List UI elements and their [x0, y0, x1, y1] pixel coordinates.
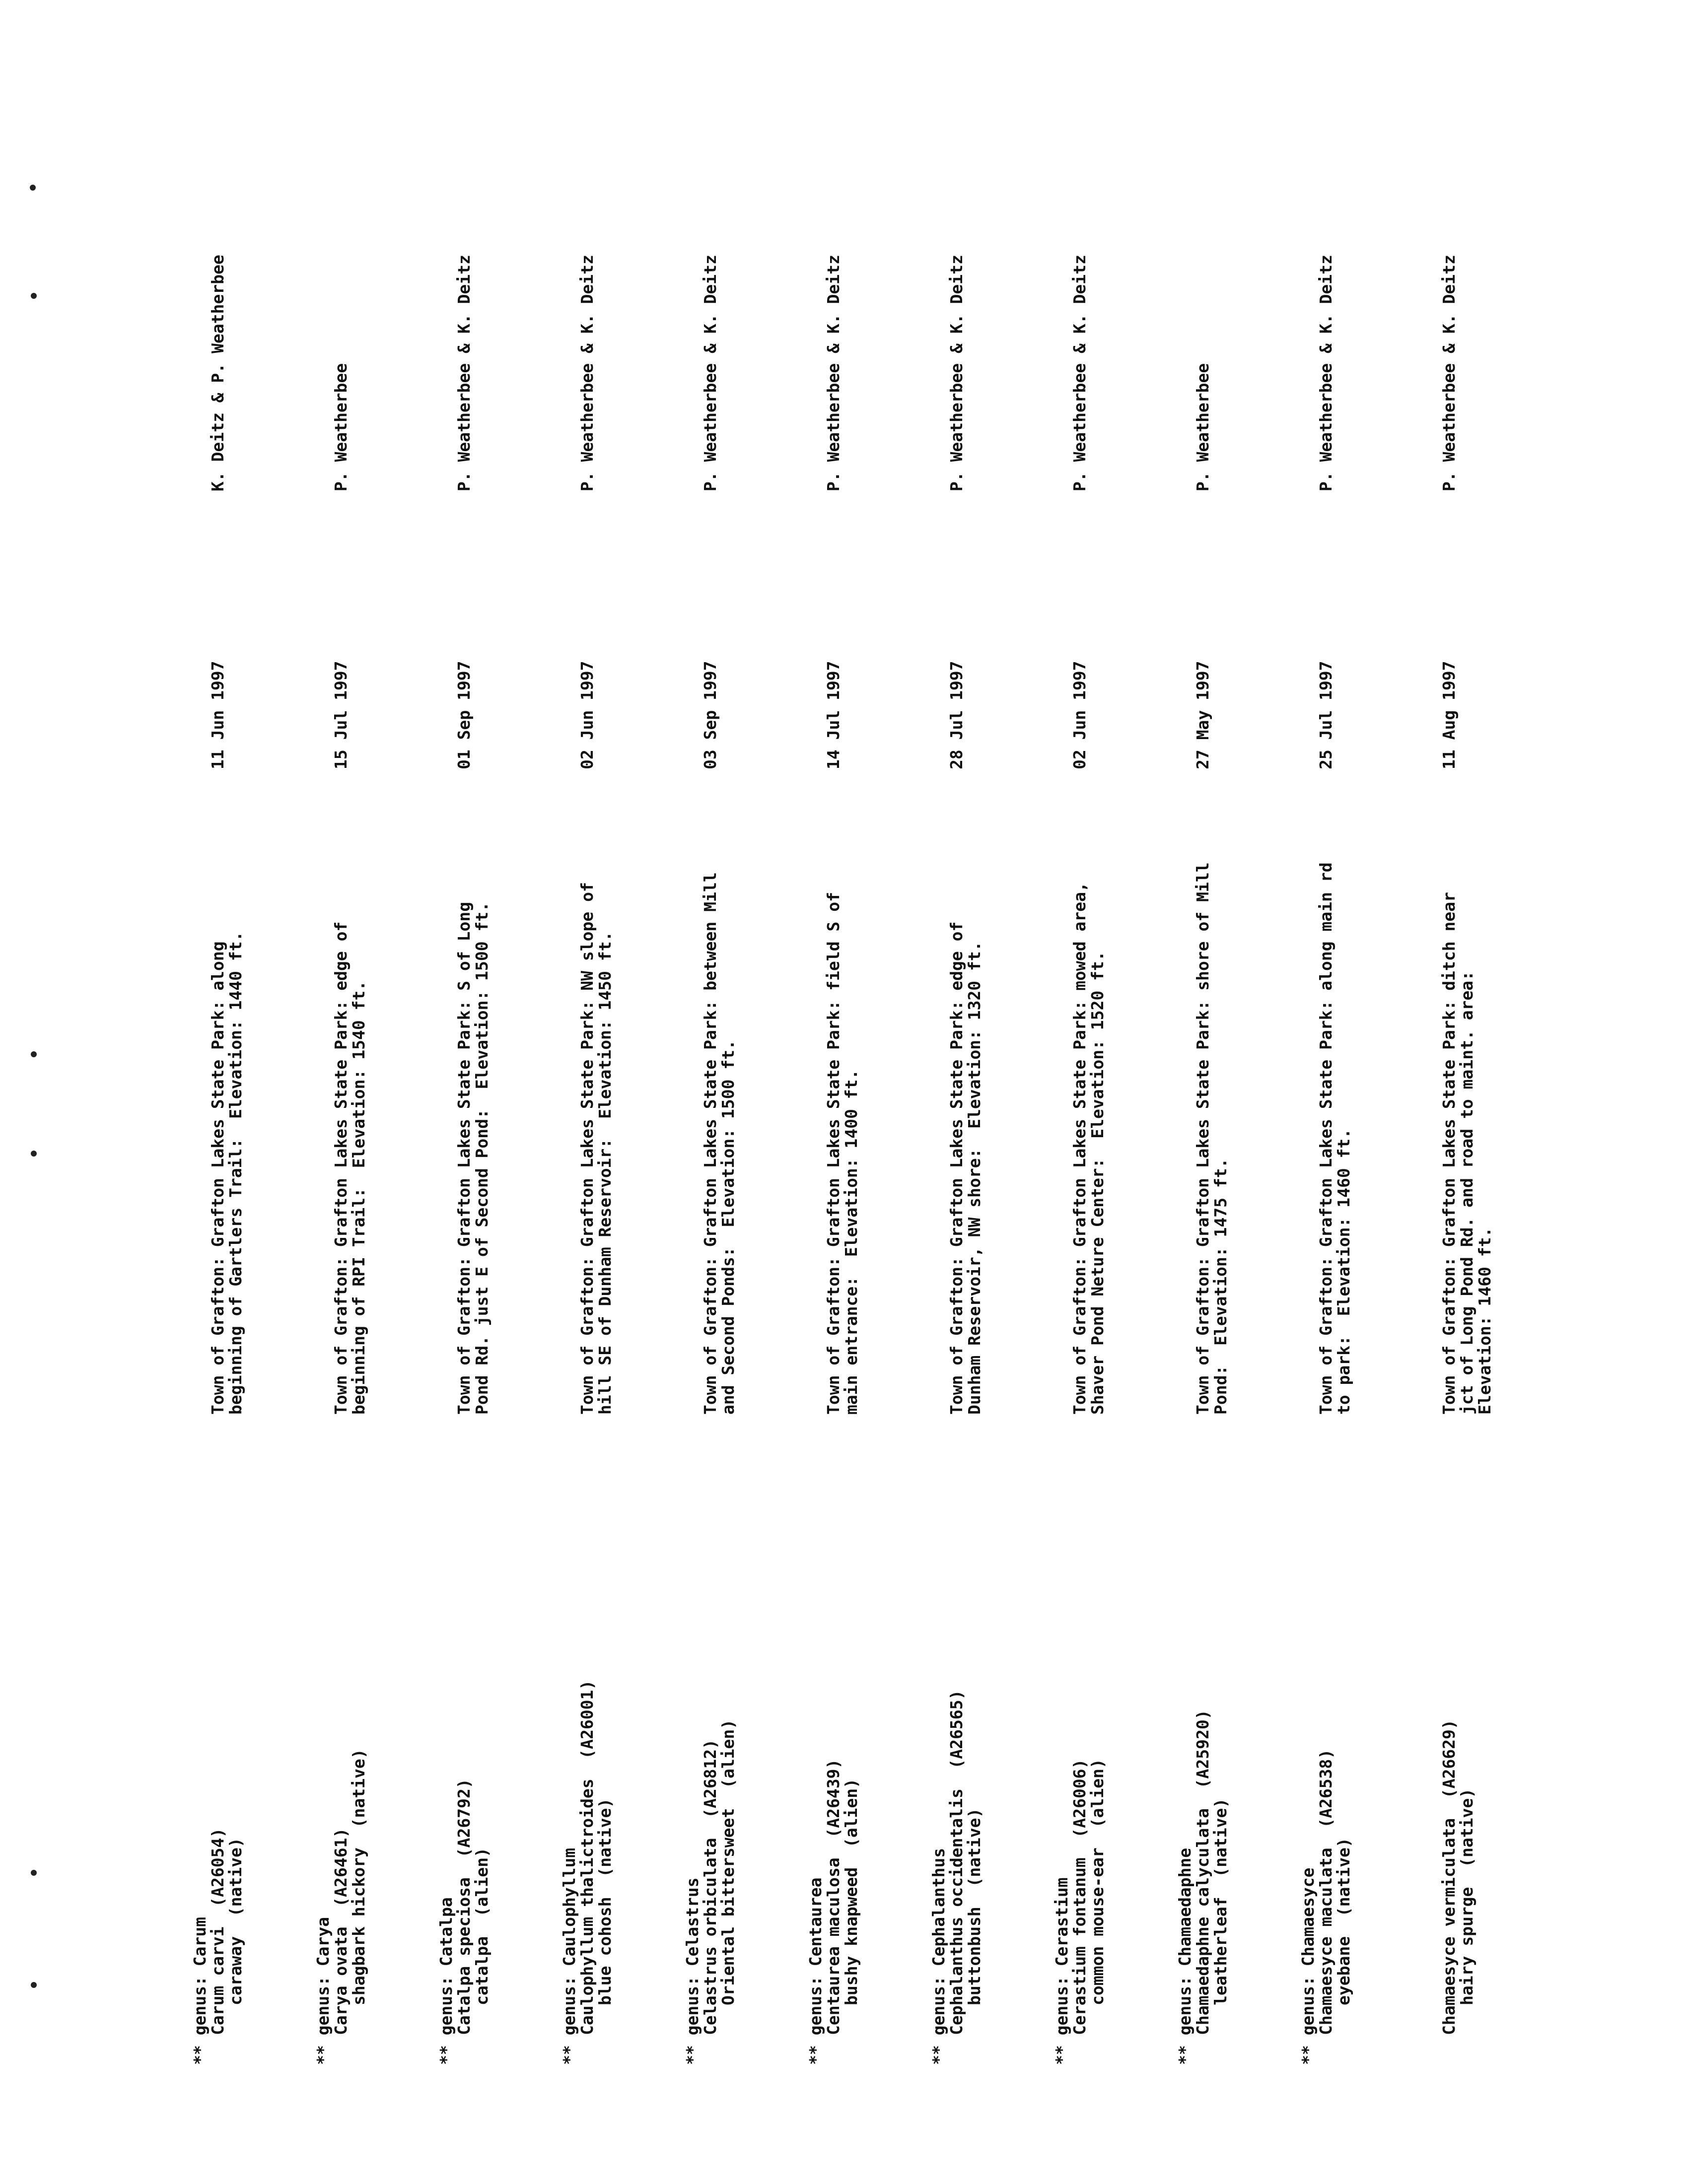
taxon-block	[1440, 1544, 1476, 2065]
collection-date: 15 Jul 1997	[331, 661, 351, 769]
location-block	[1194, 779, 1230, 1415]
species-line: Celastrus orbiculata (A26812)	[701, 1739, 720, 2035]
collector-name: P. Weatherbee & K. Deitz	[701, 255, 720, 491]
location-line: beginning of RPI Trail: Elevation: 1540 ft.	[349, 980, 368, 1415]
genus-line: ** genus: Cephalanthus	[929, 1847, 948, 2065]
species-line: Chamaedaphne calyculata (A25920)	[1193, 1709, 1212, 2035]
scan-speck	[31, 1982, 37, 1988]
genus-line: ** genus: Chamaedaphne	[1175, 1847, 1195, 2065]
location-line: Town of Grafton: Grafton Lakes State Park: shore of Mill	[1193, 862, 1212, 1415]
location-block	[1440, 779, 1494, 1415]
common-name-line: shagbark hickory (native)	[349, 1749, 368, 2005]
location-line: jct of Long Pond Rd. and road to maint. area:	[1457, 970, 1477, 1415]
collection-date: 02 Jun 1997	[1070, 661, 1089, 769]
scan-speck	[30, 185, 36, 191]
taxon-block	[1053, 1544, 1107, 2065]
genus-line: ** genus: Centaurea	[806, 1877, 825, 2065]
collector-name: P. Weatherbee & K. Deitz	[824, 255, 843, 491]
location-line: Town of Grafton: Grafton Lakes State Park: along main rd	[1316, 862, 1336, 1415]
collector-name: P. Weatherbee	[1193, 363, 1212, 491]
genus-line: ** genus: Chamaesyce	[1298, 1867, 1318, 2065]
taxon-block	[1299, 1544, 1353, 2065]
collection-date: 25 Jul 1997	[1316, 661, 1336, 769]
collection-date: 01 Sep 1997	[454, 661, 474, 769]
genus-line: ** genus: Carya	[313, 1916, 333, 2065]
genus-line: ** genus: Catalpa	[436, 1897, 456, 2065]
species-line: Catalpa speciosa (A26792)	[454, 1778, 474, 2035]
collection-date: 14 Jul 1997	[824, 661, 843, 769]
location-line: Town of Grafton: Grafton Lakes State Park: S of Long	[454, 901, 474, 1415]
species-line: Cephalanthus occidentalis (A26565)	[947, 1690, 966, 2035]
species-line: Chamaesyce vermiculata (A26629)	[1439, 1719, 1459, 2035]
species-line: Carum carvi (A26054)	[208, 1828, 227, 2035]
common-name-line: catalpa (alien)	[472, 1847, 492, 2005]
collection-date: 02 Jun 1997	[577, 661, 597, 769]
location-block	[578, 779, 614, 1415]
location-line: Town of Grafton: Grafton Lakes State Park: between Mill	[701, 872, 720, 1415]
collection-date: 27 May 1997	[1193, 661, 1212, 769]
location-block	[332, 779, 368, 1415]
scan-speck	[31, 1051, 37, 1057]
common-name-line: blue cohosh (native)	[595, 1798, 615, 2005]
location-block	[702, 779, 737, 1415]
scan-speck	[31, 293, 37, 299]
collector-name: P. Weatherbee & K. Deitz	[1070, 255, 1089, 491]
taxon-block	[930, 1544, 984, 2065]
location-line: Elevation: 1460 ft.	[1475, 1227, 1494, 1415]
location-block	[1317, 779, 1353, 1415]
common-name-line: Oriental bittersweet (alien)	[718, 1719, 738, 2005]
taxon-block	[191, 1544, 245, 2065]
species-line: Caulophyllum thalictroides (A26001)	[577, 1680, 597, 2035]
location-line: Shaver Pond Neture Center: Elevation: 1520 ft.	[1088, 951, 1107, 1415]
scan-speck	[31, 1151, 37, 1157]
common-name-line: bushy knapweed (alien)	[842, 1778, 861, 2005]
collector-name: P. Weatherbee & K. Deitz	[454, 255, 474, 491]
location-line: Dunham Reservoir, NW shore: Elevation: 1320 ft.	[965, 941, 984, 1415]
common-name-line: caraway (native)	[226, 1838, 245, 2005]
location-block	[209, 779, 245, 1415]
location-block	[1071, 779, 1107, 1415]
species-line: Chamaesyce maculata (A26538)	[1316, 1749, 1336, 2035]
species-line: Carya ovata (A26461)	[331, 1828, 351, 2035]
scan-speck	[31, 1870, 37, 1876]
collection-date: 28 Jul 1997	[947, 661, 966, 769]
location-line: Town of Grafton: Grafton Lakes State Park: along	[208, 941, 227, 1415]
collector-name: P. Weatherbee & K. Deitz	[1439, 255, 1459, 491]
location-line: Town of Grafton: Grafton Lakes State Park: edge of	[331, 921, 351, 1415]
collection-date: 03 Sep 1997	[701, 661, 720, 769]
collector-name: P. Weatherbee & K. Deitz	[1316, 255, 1336, 491]
location-block	[455, 779, 491, 1415]
location-line: to park: Elevation: 1460 ft.	[1334, 1128, 1353, 1415]
location-line: Pond: Elevation: 1475 ft.	[1211, 1158, 1230, 1415]
taxon-block	[684, 1544, 737, 2065]
common-name-line: leatherleaf (native)	[1211, 1798, 1230, 2005]
location-line: Town of Grafton: Grafton Lakes State Park: field S of	[824, 892, 843, 1415]
species-line: Centaurea maculosa (A26439)	[824, 1759, 843, 2035]
location-line: beginning of Gartlers Trail: Elevation: 1440 ft.	[226, 931, 245, 1415]
common-name-line: eyebane (native)	[1334, 1838, 1353, 2005]
genus-line: ** genus: Celastrus	[683, 1877, 702, 2065]
location-line: main entrance: Elevation: 1400 ft.	[842, 1069, 861, 1415]
location-line: hill SE of Dunham Reservoir: Elevation: 1450 ft.	[595, 931, 615, 1415]
location-block	[948, 779, 984, 1415]
location-line: Town of Grafton: Grafton Lakes State Park: mowed area,	[1070, 882, 1089, 1415]
collector-name: P. Weatherbee & K. Deitz	[577, 255, 597, 491]
collection-date: 11 Aug 1997	[1439, 661, 1459, 769]
genus-line: ** genus: Cerastium	[1052, 1877, 1071, 2065]
taxon-block	[437, 1544, 491, 2065]
taxon-block	[314, 1544, 368, 2065]
taxon-block	[807, 1544, 860, 2065]
collector-name: K. Deitz & P. Weatherbee	[208, 255, 227, 491]
common-name-line: buttonbush (native)	[965, 1808, 984, 2005]
location-line: Town of Grafton: Grafton Lakes State Park: NW slope of	[577, 882, 597, 1415]
taxon-block	[1176, 1544, 1230, 2065]
location-line: Town of Grafton: Grafton Lakes State Park: edge of	[947, 921, 966, 1415]
genus-line: ** genus: Caulophyllum	[560, 1847, 579, 2065]
collector-name: P. Weatherbee	[331, 363, 351, 491]
location-line: and Second Ponds: Elevation: 1500 ft.	[718, 1040, 738, 1415]
location-block	[825, 779, 860, 1415]
collector-name: P. Weatherbee & K. Deitz	[947, 255, 966, 491]
collection-date: 11 Jun 1997	[208, 661, 227, 769]
taxon-block	[561, 1544, 614, 2065]
location-line: Town of Grafton: Grafton Lakes State Park: ditch near	[1439, 892, 1459, 1415]
genus-line: ** genus: Carum	[190, 1916, 210, 2065]
location-line: Pond Rd. just E of Second Pond: Elevation: 1500 ft.	[472, 901, 492, 1415]
species-line: Cerastium fontanum (A26006)	[1070, 1759, 1089, 2035]
common-name-line: hairy spurge (native)	[1457, 1788, 1477, 2005]
common-name-line: common mouse-ear (alien)	[1088, 1759, 1107, 2005]
